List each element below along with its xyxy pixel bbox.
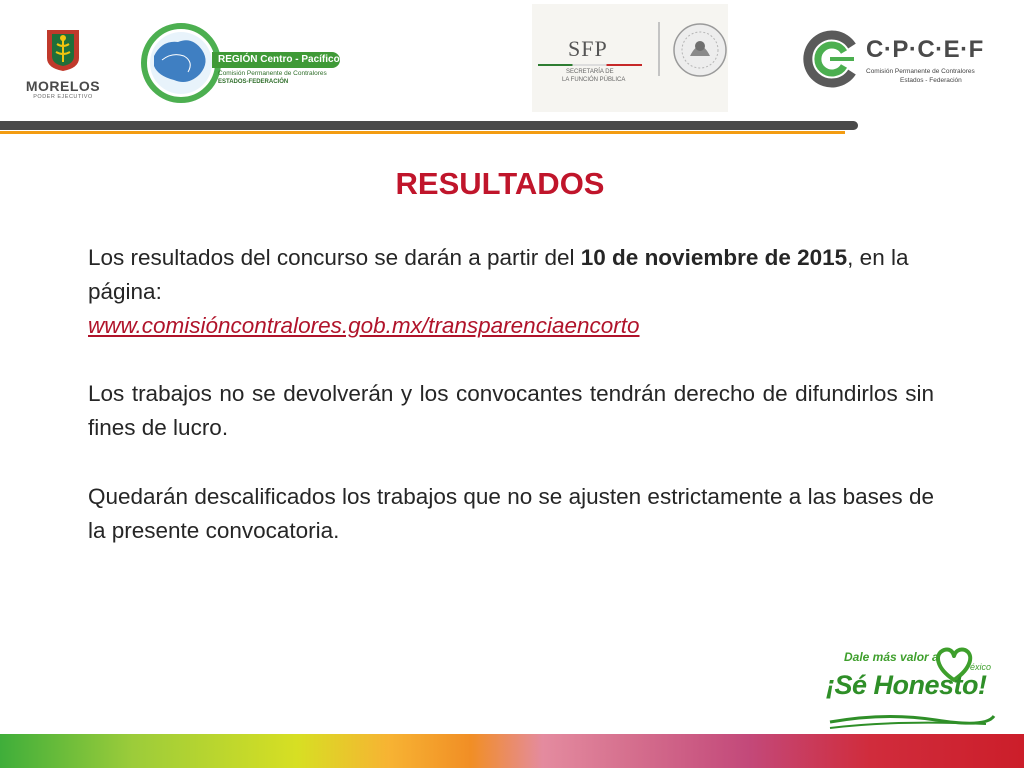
morelos-logo (18, 28, 108, 104)
mexico-seal-icon (672, 22, 728, 78)
works-return-paragraph: Los trabajos no se devolverán y los convocantes tendrán derecho de difundirlos sin fines de lucro. (88, 381, 934, 440)
sfp-title: SFP (568, 36, 608, 61)
morelos-shield-icon (45, 28, 81, 72)
sfp-logo (532, 4, 728, 112)
sfp-subtitle-1: SECRETARÍA DE (566, 69, 614, 75)
honesto-slogan: ¡Sé Honesto! (826, 670, 987, 700)
region-centro-pacifico-logo (140, 22, 345, 104)
region-title: REGIÓN Centro - Pacífico (212, 52, 340, 68)
header-divider (0, 121, 858, 130)
morelos-subtitle: PODER EJECUTIVO (33, 94, 93, 100)
page-title: RESULTADOS (395, 166, 605, 201)
cpcef-title: C·P·C·E·F (866, 36, 984, 63)
disqualification-paragraph: Quedarán descalificados los trabajos que no se ajusten estrictamente a las bases de la presente convocatoria. (88, 484, 934, 543)
cpcef-subtitle-1: Comisión Permanente de Contralores (866, 68, 975, 75)
honesto-underline-icon (826, 708, 996, 730)
se-honesto-logo (820, 642, 1000, 738)
sfp-tricolor-rule (538, 64, 642, 66)
footer-gradient-bar (0, 734, 1024, 768)
cpcef-logo (800, 28, 985, 92)
results-url-link[interactable]: www.comisióncontralores.gob.mx/transparenciaencorto (88, 313, 640, 338)
results-paragraph (88, 241, 934, 343)
region-line2: ESTADOS-FEDERACIÓN (218, 79, 289, 85)
results-tail: , en la página: (88, 245, 909, 304)
cpcef-emblem-icon (800, 30, 862, 88)
sfp-subtitle-2: LA FUNCIÓN PÚBLICA (562, 77, 626, 83)
results-date: 10 de noviembre de 2015 (580, 245, 848, 270)
sfp-divider (658, 22, 660, 76)
honesto-mexico: éxico (970, 662, 992, 672)
results-lead: Los resultados del concurso se darán a partir del (88, 245, 581, 270)
morelos-name: MORELOS (25, 78, 101, 94)
header-accent-line (0, 131, 845, 134)
cpcef-subtitle-2: Estados - Federación (900, 77, 962, 84)
region-line1: Comisión Permanente de Contralores (218, 70, 327, 77)
honesto-tagline: Dale más valor a (844, 650, 939, 664)
region-map-icon (140, 22, 222, 104)
